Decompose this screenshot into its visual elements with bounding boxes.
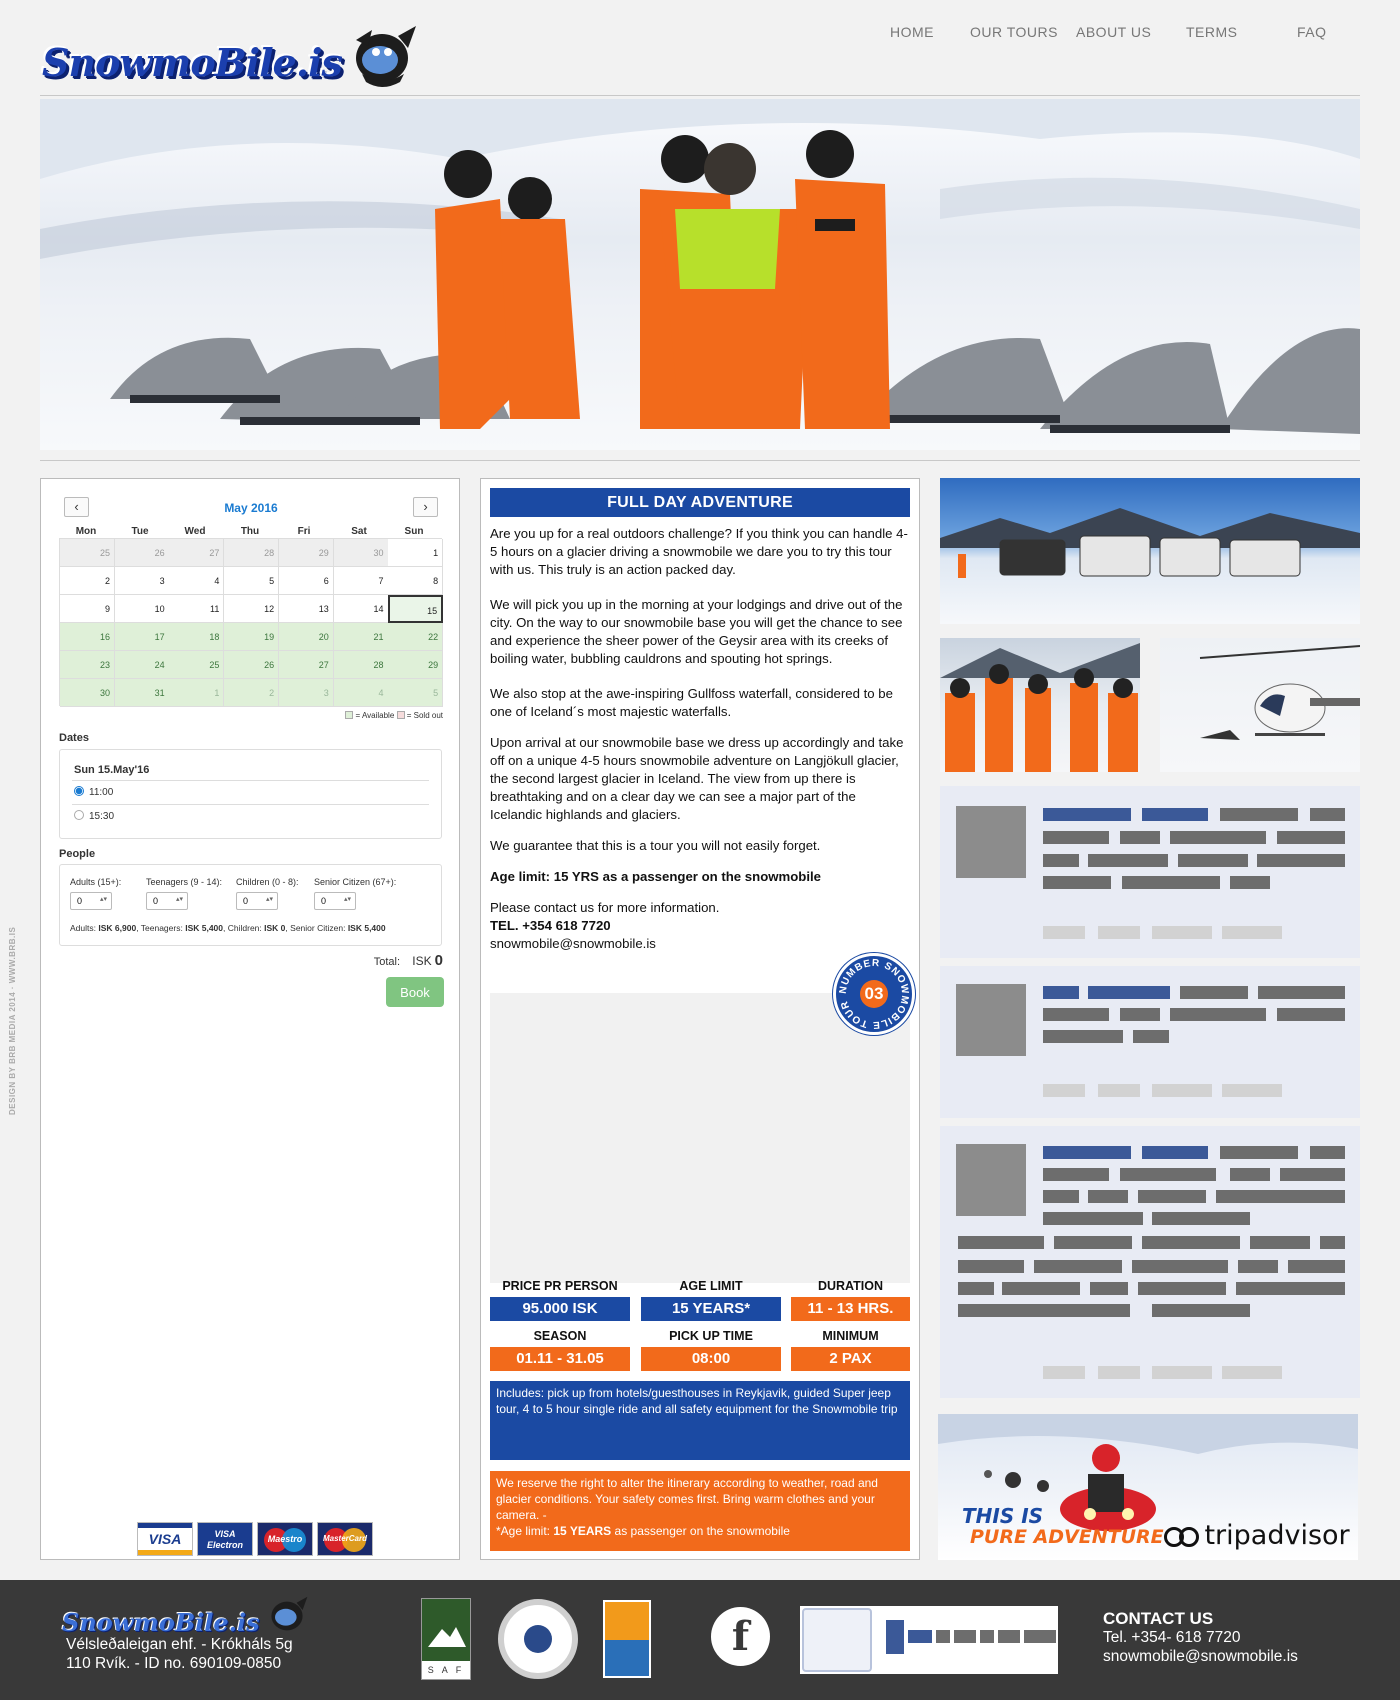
teens-price: ISK 5,400	[185, 923, 224, 933]
duration-value: 11 - 13 HRS.	[791, 1297, 910, 1321]
calendar-day[interactable]: 29	[388, 651, 443, 679]
tour-paragraph: Upon arrival at our snowmobile base we dress up accordingly and take off on a unique 4-5 hours snowmobile adventure on Langjökull glacier, the second largest glacier in Iceland. The view from up there is breathtaking and on a clear day we can see a major part of the Icelandic highlands and glaciers.	[490, 735, 904, 822]
spinner-arrows-icon: ▴▾	[99, 896, 107, 903]
design-credit[interactable]: DESIGN BY BRB MEDIA 2014 · WWW.BRB.IS	[8, 926, 17, 1115]
group-scene	[940, 638, 1140, 772]
fb-text	[1230, 1168, 1270, 1181]
disclaimer-age-prefix: *Age limit:	[496, 1524, 551, 1538]
radio-icon	[74, 810, 84, 820]
fb-meta	[1152, 1084, 1212, 1097]
book-button[interactable]: Book	[386, 977, 444, 1007]
spinner-arrows-icon: ▴▾	[175, 896, 183, 903]
calendar-day[interactable]: 3	[279, 679, 334, 707]
fb-text	[1120, 831, 1160, 844]
facebook-like-widget[interactable]	[800, 1606, 1058, 1674]
footer-phone[interactable]: Tel. +354- 618 7720	[1103, 1629, 1241, 1646]
nav-terms[interactable]: TERMS	[1186, 24, 1238, 40]
adults-price: ISK 6,900	[98, 923, 137, 933]
adults-price-label: Adults:	[70, 923, 96, 933]
fb-like-text	[1024, 1630, 1056, 1643]
weekday-label: Tue	[131, 526, 149, 537]
fb-text	[1138, 1190, 1206, 1203]
fb-text	[1320, 1236, 1345, 1249]
fb-text	[1178, 854, 1248, 867]
available-swatch	[345, 711, 353, 719]
time-option-1530[interactable]	[74, 810, 114, 822]
seniors-price: ISK 5,400	[347, 923, 386, 933]
fb-text	[1043, 831, 1109, 844]
next-month-button[interactable]	[413, 497, 438, 517]
calendar-day[interactable]: 8	[388, 567, 443, 595]
nav-faq[interactable]: FAQ	[1297, 24, 1327, 40]
footer-mascot-icon	[262, 1592, 312, 1634]
fb-meta	[1152, 1366, 1212, 1379]
calendar-day[interactable]: 21	[334, 623, 389, 651]
fb-meta	[1098, 1366, 1140, 1379]
fb-text	[1088, 854, 1168, 867]
main-nav	[870, 24, 1340, 44]
price-value: 95.000 ISK	[490, 1297, 630, 1321]
contact-title: CONTACT US	[1103, 1609, 1214, 1628]
map-embed[interactable]	[490, 993, 910, 1283]
calendar-day[interactable]: 28	[334, 651, 389, 679]
fb-text	[1043, 1008, 1109, 1021]
weekday-label: Sat	[351, 526, 367, 537]
dates-panel	[59, 749, 442, 839]
facebook-post[interactable]	[940, 786, 1360, 958]
weekday-label: Fri	[297, 526, 311, 537]
fb-meta	[1222, 926, 1282, 939]
fb-like-text	[954, 1630, 976, 1643]
fb-meta	[1043, 1084, 1085, 1097]
fb-text	[1120, 1168, 1216, 1181]
contact-line: Please contact us for more information.	[490, 900, 720, 915]
tour-paragraph: We will pick you up in the morning at your lodgings and drive out of the city. On the way to our snowmobile base you will get the chance to see and experience the sheer power of the Geysir area with its creeks of boiling water, bubbling cauldrons and spouting hot springs.	[490, 597, 903, 666]
disclaimer-age-bold: 15 YEARS	[553, 1524, 612, 1538]
fb-text	[1257, 854, 1345, 867]
visa-electron-card-icon	[197, 1522, 253, 1556]
fb-text	[958, 1282, 994, 1295]
calendar-day[interactable]: 18	[169, 623, 224, 651]
calendar-day[interactable]: 24	[115, 651, 170, 679]
total-currency: ISK	[412, 954, 432, 968]
site-logo[interactable]	[42, 18, 422, 88]
calendar-day[interactable]: 23	[60, 651, 115, 679]
footer-address	[66, 1635, 293, 1673]
tour-title: FULL DAY ADVENTURE	[490, 488, 910, 517]
calendar-day[interactable]: 29	[279, 539, 334, 567]
children-price: ISK 0	[264, 923, 286, 933]
badge-ring-text: NUMBER SNOWMOBILE TOUR	[837, 957, 911, 1031]
visa-label: VISA	[148, 1531, 182, 1547]
maestro-card-icon	[257, 1522, 313, 1556]
hero-snowmobile-scene	[40, 99, 1360, 450]
people-label: People	[59, 848, 96, 860]
fb-text	[1220, 1146, 1298, 1159]
tour-operator-seal-icon[interactable]	[498, 1599, 578, 1679]
facebook-post[interactable]	[940, 1126, 1360, 1398]
weekday-label: Thu	[240, 526, 260, 537]
tour-paragraph: We also stop at the awe-inspiring Gullfoss waterfall, considered to be one of Iceland´s most majestic waterfalls.	[490, 686, 893, 719]
fb-author	[1043, 986, 1079, 999]
photo-group[interactable]	[940, 638, 1140, 772]
seniors-count: 0	[321, 896, 327, 906]
calendar-day[interactable]: 25	[169, 651, 224, 679]
fb-like-text	[998, 1630, 1020, 1643]
footer-logo-wordmark: SnowmoBile.is	[62, 1608, 260, 1637]
fb-page-avatar	[802, 1608, 872, 1672]
fb-avatar	[956, 806, 1026, 878]
fb-meta	[1222, 1366, 1282, 1379]
time-label: 15:30	[89, 811, 115, 822]
chevron-left-icon: ‹	[74, 499, 79, 514]
superjeep-scene	[940, 478, 1360, 624]
fb-meta	[1152, 926, 1212, 939]
logo-wordmark: SnowmoBile.is	[42, 40, 342, 85]
total-label: Total:	[373, 956, 401, 968]
calendar-day[interactable]: 22	[388, 623, 443, 651]
season-label: SEASON	[533, 1329, 587, 1343]
contact-email[interactable]: snowmobile@snowmobile.is	[490, 936, 656, 951]
teenagers-count: 0	[153, 896, 159, 906]
fb-text	[1043, 876, 1111, 889]
tour-description	[490, 525, 910, 953]
seniors-label: Senior Citizen (67+):	[314, 877, 397, 887]
fb-text	[1043, 854, 1079, 867]
spinner-arrows-icon: ▴▾	[265, 896, 273, 903]
fb-text	[1120, 1008, 1160, 1021]
saf-label: S A F	[427, 1665, 465, 1675]
adults-count: 0	[77, 896, 83, 906]
people-panel	[59, 864, 442, 946]
fb-author	[1088, 986, 1170, 999]
spinner-arrows-icon: ▴▾	[343, 896, 351, 903]
visa-electron-label: VISA Electron	[206, 1529, 243, 1550]
address-line-2: 110 Rvík. - ID no. 690109-0850	[66, 1655, 282, 1672]
fb-text	[1220, 808, 1298, 821]
header-divider	[40, 95, 1360, 96]
calendar-day[interactable]: 15	[388, 595, 443, 623]
fb-text	[1258, 986, 1345, 999]
fb-like-text	[936, 1630, 950, 1643]
badge-number: 03	[864, 984, 884, 1003]
fb-text	[1310, 808, 1345, 821]
fb-text	[1132, 1260, 1228, 1273]
calendar-day[interactable]: 14	[334, 595, 389, 623]
includes-box: Includes: pick up from hotels/guesthouses in Reykjavik, guided Super jeep tour, 4 to 5 hour single ride and all safety equipment for the Snowmobile trip	[490, 1381, 910, 1460]
nav-about-us[interactable]: ABOUT US	[1076, 24, 1152, 40]
calendar-day[interactable]: 4	[334, 679, 389, 707]
hero-divider	[40, 460, 1360, 461]
fb-meta	[1098, 926, 1140, 939]
calendar-day[interactable]: 27	[169, 539, 224, 567]
age-limit-label: AGE LIMIT	[679, 1279, 743, 1293]
fb-text	[1043, 1212, 1143, 1225]
weekday-label: Wed	[184, 526, 206, 537]
calendar-day[interactable]: 2	[60, 567, 115, 595]
fb-text	[1288, 1260, 1345, 1273]
calendar-day[interactable]: 2	[224, 679, 279, 707]
calendar-day[interactable]: 5	[388, 679, 443, 707]
fb-text	[1170, 1008, 1266, 1021]
fb-author	[1142, 808, 1208, 821]
fb-text	[1133, 1030, 1169, 1043]
fb-text	[958, 1236, 1044, 1249]
fb-like-count	[908, 1630, 932, 1643]
nav-our-tours[interactable]: OUR TOURS	[970, 24, 1058, 40]
chevron-right-icon: ›	[423, 499, 428, 514]
children-stepper[interactable]	[236, 892, 278, 910]
calendar-day[interactable]: 1	[388, 539, 443, 567]
teens-price-label: Teenagers:	[140, 923, 183, 933]
footer-email[interactable]: snowmobile@snowmobile.is	[1103, 1648, 1298, 1665]
fb-text	[1170, 831, 1266, 844]
calendar-day[interactable]: 4	[169, 567, 224, 595]
tripadvisor-banner[interactable]	[938, 1414, 1358, 1560]
fb-text	[1280, 1168, 1345, 1181]
fb-text	[1002, 1282, 1080, 1295]
calendar-day[interactable]: 30	[60, 679, 115, 707]
legend-available: = Available	[355, 711, 395, 720]
fb-text	[1230, 876, 1270, 889]
calendar-day[interactable]: 10	[115, 595, 170, 623]
owl-eyes-icon	[1164, 1526, 1200, 1548]
photo-helicopter[interactable]	[1160, 638, 1360, 772]
fb-like-text	[980, 1630, 994, 1643]
time-option-1100[interactable]	[74, 786, 113, 798]
address-line-1: Vélsleðaleigan ehf. - Krókháls 5g	[66, 1636, 293, 1653]
fb-text	[1142, 1236, 1240, 1249]
slogan-line-2: PURE ADVENTURE	[970, 1526, 1164, 1548]
calendar-day[interactable]: 30	[334, 539, 389, 567]
fb-author	[1142, 1146, 1208, 1159]
teenagers-stepper[interactable]	[146, 892, 188, 910]
number-tour-badge	[833, 953, 915, 1035]
fb-text	[1152, 1212, 1250, 1225]
mastercard-card-icon	[317, 1522, 373, 1556]
duration-label: DURATION	[817, 1279, 884, 1293]
calendar-day[interactable]: 19	[224, 623, 279, 651]
time-label: 11:00	[89, 787, 114, 798]
fb-text	[1043, 1190, 1079, 1203]
fb-text	[1043, 1030, 1123, 1043]
fb-avatar	[956, 1144, 1026, 1216]
fb-meta	[1098, 1084, 1140, 1097]
time-divider	[72, 780, 429, 781]
contact-phone[interactable]: TEL. +354 618 7720	[490, 918, 611, 933]
adults-stepper[interactable]	[70, 892, 112, 910]
dates-label: Dates	[59, 732, 89, 744]
maestro-label: Maestro	[267, 1534, 303, 1544]
pickup-label: PICK UP TIME	[669, 1329, 753, 1343]
fb-meta	[1222, 1084, 1282, 1097]
mastercard-label: MasterCard	[322, 1534, 367, 1543]
fb-text	[1152, 1304, 1250, 1317]
tour-paragraph: Are you up for a real outdoors challenge? If you think you can handle 4-5 hours on a glacier driving a snowmobile we dare you to try this tour with us. This truly is an action packed day.	[490, 526, 908, 577]
saf-mountain-icon	[422, 1599, 470, 1661]
site-footer	[0, 1580, 1400, 1700]
weekday-label: Sun	[404, 526, 424, 537]
minimum-label: MINIMUM	[822, 1329, 879, 1343]
fb-text	[1310, 1146, 1345, 1159]
fb-text	[1250, 1236, 1310, 1249]
facebook-icon[interactable]: f	[711, 1607, 770, 1666]
minimum-value: 2 PAX	[791, 1347, 910, 1371]
fb-text	[1088, 1190, 1128, 1203]
radio-selected-icon	[74, 786, 84, 796]
disclaimer-text: We reserve the right to alter the itinerary according to weather, road and glacier conditions. Your safety comes first. Bring warm clothes and your camera. -	[496, 1476, 878, 1522]
fb-text	[1034, 1260, 1122, 1273]
selected-date: Sun 15.May'16	[74, 764, 150, 776]
season-value: 01.11 - 31.05	[490, 1347, 630, 1371]
calendar-day[interactable]: 1	[169, 679, 224, 707]
hero-image	[40, 99, 1360, 450]
seniors-stepper[interactable]	[314, 892, 356, 910]
soldout-swatch	[397, 711, 405, 719]
tripadvisor-wordmark: tripadvisor	[1204, 1520, 1350, 1551]
weekday-label: Mon	[75, 526, 97, 537]
fb-text	[1277, 1008, 1345, 1021]
helicopter-scene	[1160, 638, 1360, 772]
mascot-logo-icon	[342, 18, 422, 88]
adults-label: Adults (15+):	[70, 877, 122, 887]
fb-text	[1236, 1282, 1345, 1295]
fb-text	[1238, 1260, 1278, 1273]
calendar-day[interactable]: 13	[279, 595, 334, 623]
calendar-day[interactable]: 12	[224, 595, 279, 623]
pickup-value: 08:00	[641, 1347, 781, 1371]
calendar-day[interactable]: 27	[279, 651, 334, 679]
age-limit-note: Age limit: 15 YRS as a passenger on the snowmobile	[490, 869, 822, 884]
calendar-day[interactable]: 28	[224, 539, 279, 567]
seniors-price-label: Senior Citizen:	[290, 923, 346, 933]
calendar-day[interactable]: 9	[60, 595, 115, 623]
teenagers-label: Teenagers (9 - 14):	[146, 877, 223, 887]
calendar-month-title: May 2016	[224, 501, 278, 515]
calendar-day[interactable]: 3	[115, 567, 170, 595]
calendar-day[interactable]: 26	[224, 651, 279, 679]
fb-text	[1122, 876, 1220, 889]
tour-details	[480, 478, 920, 1560]
calendar-day[interactable]: 7	[334, 567, 389, 595]
total-value: 0	[434, 952, 443, 969]
price-label: PRICE PR PERSON	[502, 1279, 618, 1293]
calendar-day[interactable]: 20	[279, 623, 334, 651]
saf-logo[interactable]	[421, 1598, 471, 1680]
calendar-day[interactable]: 26	[115, 539, 170, 567]
calendar-day[interactable]: 16	[60, 623, 115, 651]
children-label: Children (0 - 8):	[236, 877, 299, 887]
fb-page-name	[886, 1620, 904, 1654]
time-divider	[72, 804, 429, 805]
tour-paragraph: We guarantee that this is a tour you will not easily forget.	[490, 838, 821, 853]
total-row	[374, 952, 443, 969]
fb-meta	[1043, 926, 1085, 939]
nav-home[interactable]: HOME	[890, 24, 934, 40]
calendar-day[interactable]: 31	[115, 679, 170, 707]
facebook-post[interactable]	[940, 966, 1360, 1118]
fb-meta	[1043, 1366, 1085, 1379]
fb-text	[1180, 986, 1248, 999]
tripadvisor-logo	[1164, 1520, 1350, 1551]
fb-text	[958, 1260, 1024, 1273]
booking-widget	[40, 478, 460, 1560]
footer-contact	[1103, 1609, 1298, 1666]
fb-avatar	[956, 984, 1026, 1056]
calendar-day[interactable]: 11	[169, 595, 224, 623]
fb-author	[1043, 808, 1131, 821]
fb-text	[1277, 831, 1345, 844]
fb-text	[1090, 1282, 1128, 1295]
age-limit-value: 15 YEARS*	[641, 1297, 781, 1321]
slogan-line-1: THIS IS	[962, 1504, 1044, 1528]
fb-text	[1054, 1236, 1132, 1249]
legend-soldout: = Sold out	[406, 711, 443, 720]
calendar-day[interactable]: 25	[60, 539, 115, 567]
fb-text	[1138, 1282, 1226, 1295]
price-summary: Adults: ISK 6,900, Teenagers: ISK 5,400, Children: ISK 0, Senior Citizen: ISK 5,400	[70, 923, 386, 933]
fb-text	[1043, 1168, 1109, 1181]
children-count: 0	[243, 896, 249, 906]
disclaimer-box	[490, 1471, 910, 1551]
visa-card-icon	[137, 1522, 193, 1556]
disclaimer-age-suffix: as passenger on the snowmobile	[614, 1524, 790, 1538]
calendar-day[interactable]: 5	[224, 567, 279, 595]
children-price-label: Children:	[227, 923, 262, 933]
calendar-day[interactable]: 6	[279, 567, 334, 595]
calendar-legend	[345, 711, 443, 720]
fb-text	[1216, 1190, 1345, 1203]
vakinn-certified-icon[interactable]	[603, 1600, 651, 1678]
photo-superjeeps[interactable]	[940, 478, 1360, 624]
calendar-grid	[59, 538, 442, 706]
calendar-day[interactable]: 17	[115, 623, 170, 651]
fb-text	[1020, 1304, 1130, 1317]
fb-author	[1043, 1146, 1131, 1159]
